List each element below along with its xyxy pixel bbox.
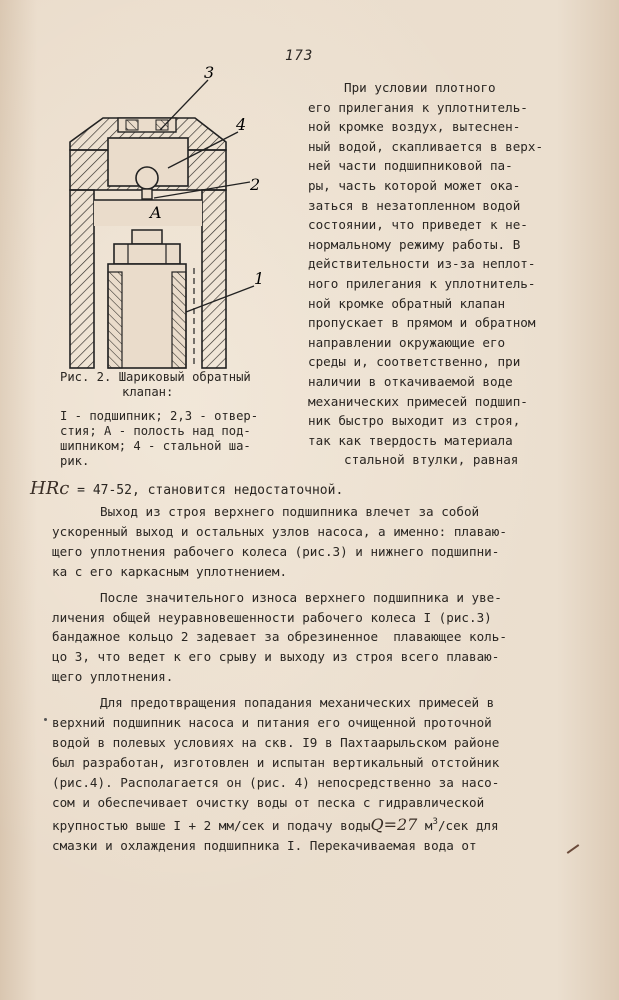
hardness-line: [30, 478, 343, 499]
text-line: ный водой, скапливается в верх-: [308, 138, 544, 154]
figure-label-2: 2: [250, 175, 261, 194]
page-number: 173: [285, 48, 314, 64]
text-line: действительности из-за неплот-: [308, 256, 536, 272]
text-line: цо 3, что ведет к его срыву и выходу из строя всего плаваю-: [52, 649, 500, 665]
handwritten-flow: Q=27: [370, 814, 418, 834]
body-wall-right: [202, 190, 226, 368]
caption-line: рик.: [60, 454, 90, 468]
body-wall-left: [70, 190, 94, 368]
figure-label-1: 1: [254, 269, 265, 288]
caption-line: шипником; 4 - стальной ша-: [60, 439, 251, 453]
text-line: крупностью выше I + 2 мм/сек и подачу водыQ=27 $м^3$/сек для: [52, 814, 499, 834]
text-line: ник быстро выходит из строя,: [308, 413, 521, 429]
text-line: Для предотвращения попадания механических примесей в: [100, 695, 495, 711]
text-line: Выход из строя верхнего подшипника влечет за собой: [100, 504, 480, 519]
figure-ball-check-valve: [58, 60, 288, 370]
text-line: ка с его каркасным уплотнением.: [52, 563, 288, 579]
text-line: (рис.4). Располагается он (рис. 4) непосредственно за насо-: [52, 774, 500, 790]
text-line: щего уплотнения рабочего колеса (рис.3) и нижнего подшипни-: [52, 543, 500, 559]
text-line: состоянии, что приведет к не-: [308, 217, 528, 233]
figure-caption: [60, 370, 285, 469]
text-line: смазки и охлаждения подшипника I. Перекачиваемая вода от: [52, 837, 477, 853]
hardness-text: = 47-52, становится недостаточной.: [69, 483, 344, 498]
text-line: ного прилегания к уплотнитель-: [308, 275, 536, 291]
text-line: щего уплотнения.: [52, 669, 174, 685]
caption-line: I - подшипник; 2,3 - отвер-: [60, 409, 259, 423]
right-column-text: [308, 78, 558, 470]
text-line: заться в незатопленном водой: [308, 197, 521, 213]
caption-body: [60, 409, 285, 469]
text-line: ной кромке воздух, вытеснен-: [308, 119, 521, 135]
text-line: бандажное кольцо 2 задевает за обрезиненное плавающее коль-: [52, 629, 507, 645]
text-line: направлении окружающие его: [308, 334, 506, 350]
text-line: стальной втулки, равная: [344, 452, 519, 468]
text-line: При условии плотного: [344, 80, 496, 95]
text-line: нормальному режиму работы. В: [308, 236, 521, 252]
text-line: механических примесей подшип-: [308, 393, 528, 409]
main-text: [52, 502, 572, 855]
cavity-A: [94, 200, 202, 226]
text-line: был разработан, изготовлен и испытан вертикальный отстойник: [52, 754, 500, 770]
text-line: ной кромке обратный клапан: [308, 295, 506, 311]
ink-dot: [44, 718, 47, 721]
figure-label-A: A: [150, 203, 162, 222]
caption-title: Рис. 2. Шариковый обратный: [60, 370, 251, 384]
caption-line: стия; А - полость над под-: [60, 424, 251, 438]
text-line: его прилегания к уплотнитель-: [308, 99, 528, 115]
figure-label-3: 3: [204, 63, 215, 82]
bearing-nut: [114, 244, 180, 264]
text-line: сом и обеспечивает очистку воды от песка с гидравлической: [52, 794, 485, 810]
text-line: ускоренный выход и остальных узлов насоса, а именно: плаваю-: [52, 523, 507, 539]
handwritten-hrc: HRc: [30, 478, 70, 499]
figure-label-4: 4: [236, 115, 247, 134]
channel-opening: [142, 189, 152, 199]
text-line: водой в полевых условиях на скв. I9 в Пахтаарыльском районе: [52, 734, 500, 750]
text-line: личения общей неуравновешенности рабочего колеса I (рис.3): [52, 609, 492, 625]
text-line: пропускает в прямом и обратном: [308, 315, 536, 331]
steel-ball: [136, 167, 158, 189]
text-line: После значительного износа верхнего подшипника и уве-: [100, 589, 502, 605]
text-line: так как твердость материала: [308, 432, 513, 448]
valve-drawing: [58, 60, 288, 370]
text-line: наличии в откачиваемой воде: [308, 373, 513, 389]
text-line: ней части подшипниковой па-: [308, 158, 513, 174]
text-line: среды и, соответственно, при: [308, 354, 521, 370]
text-line: ры, часть которой может ока-: [308, 177, 521, 193]
text-line: верхний подшипник насоса и питания его очищенной проточной: [52, 715, 492, 731]
caption-title-cont: клапан:: [122, 385, 174, 399]
